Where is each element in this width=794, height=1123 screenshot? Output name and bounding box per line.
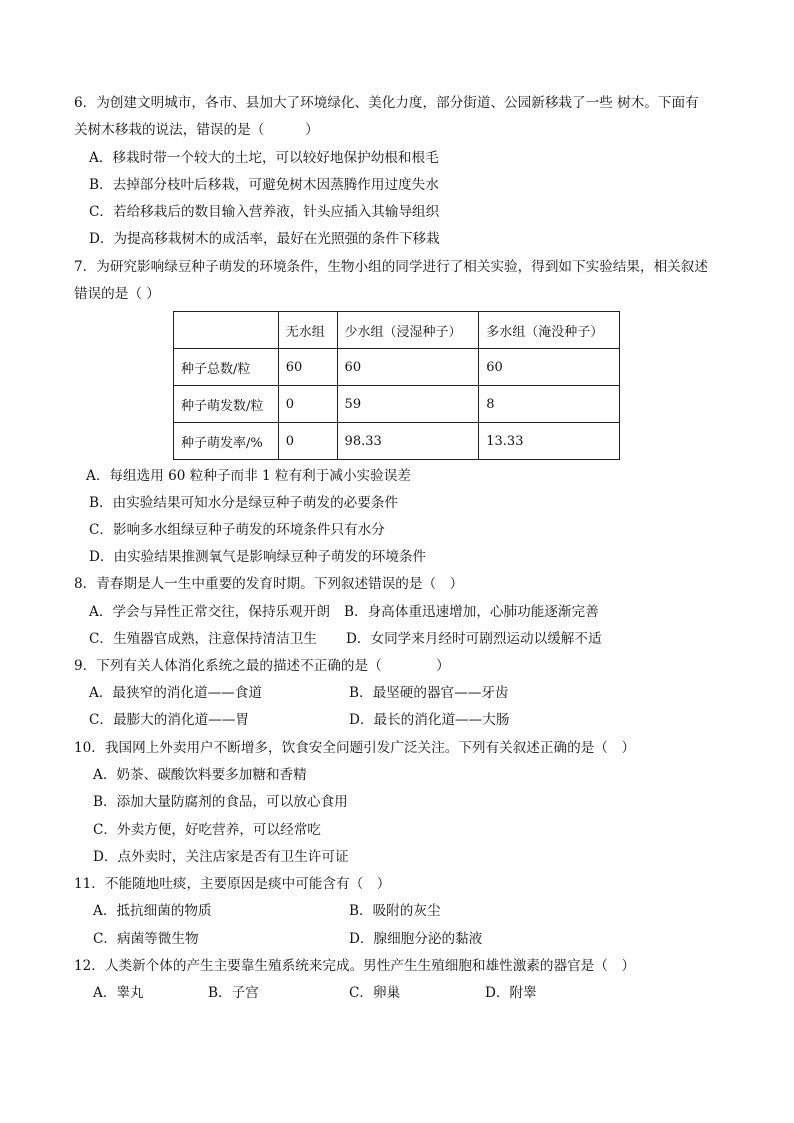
table-cell: 0 bbox=[278, 386, 337, 423]
q9-option-d: D．最长的消化道——大肠 bbox=[349, 712, 510, 728]
q11-stem: 11．不能随地吐痰，主要原因是痰中可能含有（ ） bbox=[74, 876, 391, 892]
q11-option-d: D．腺细胞分泌的黏液 bbox=[349, 931, 483, 947]
table-header-cell: 无水组 bbox=[278, 312, 337, 349]
table-cell: 种子萌发率/% bbox=[174, 423, 279, 460]
q12-option-d: D．附睾 bbox=[485, 985, 537, 1001]
q7-results-table bbox=[173, 311, 620, 460]
q10-option-c: C．外卖方便，好吃营养，可以经常吃 bbox=[93, 822, 321, 838]
q6-option-b: B．去掉部分枝叶后移栽，可避免树木因蒸腾作用过度失水 bbox=[89, 177, 439, 193]
q8-option-b: B．身高体重迅速增加，心肺功能逐渐完善 bbox=[344, 604, 599, 620]
table-cell: 98.33 bbox=[337, 423, 479, 460]
q8-option-d: D．女同学来月经时可剧烈运动以缓解不适 bbox=[346, 631, 602, 647]
table-cell: 种子萌发数/粒 bbox=[174, 386, 279, 423]
table-cell: 13.33 bbox=[479, 423, 620, 460]
q11-option-b: B．吸附的灰尘 bbox=[349, 903, 441, 919]
table-cell: 60 bbox=[337, 349, 479, 386]
table-header-cell: 多水组（淹没种子） bbox=[479, 312, 620, 349]
table-cell: 60 bbox=[278, 349, 337, 386]
q8-option-a: A．学会与异性正常交往，保持乐观开朗 bbox=[89, 604, 330, 620]
q9-option-b: B．最坚硬的器官——牙齿 bbox=[349, 685, 509, 701]
q6-stem-line1: 6．为创建文明城市，各市、县加大了环境绿化、美化力度，部分街道、公园新移栽了一些 树木。下面有 bbox=[74, 95, 699, 111]
q9-stem: 9．下列有关人体消化系统之最的描述不正确的是（ ） bbox=[74, 658, 450, 674]
table-cell: 59 bbox=[337, 386, 479, 423]
q6-option-c: C．若给移栽后的数目输入营养液，针头应插入其输导组织 bbox=[89, 204, 440, 220]
q10-option-d: D．点外卖时，关注店家是否有卫生许可证 bbox=[93, 849, 349, 865]
q6-stem-line2: 关树木移栽的说法，错误的是（ ） bbox=[74, 122, 319, 138]
q10-stem: 10．我国网上外卖用户不断增多，饮食安全问题引发广泛关注。下列有关叙述正确的是（ ） bbox=[74, 740, 636, 756]
table-cell: 8 bbox=[479, 386, 620, 423]
q6-option-a: A．移栽时带一个较大的土坨，可以较好地保护幼根和根毛 bbox=[89, 150, 439, 166]
table-row bbox=[174, 349, 620, 386]
q12-option-a: A．睾丸 bbox=[93, 985, 144, 1001]
table-row bbox=[174, 423, 620, 460]
q9-option-c: C．最膨大的消化道——胃 bbox=[89, 712, 249, 728]
q8-stem: 8．青春期是人一生中重要的发育时期。下列叙述错误的是（ ） bbox=[74, 576, 464, 592]
table-cell: 种子总数/粒 bbox=[174, 349, 279, 386]
q10-option-a: A．奶茶、碳酸饮料要多加糖和香精 bbox=[93, 767, 307, 783]
q7-stem-line1: 7．为研究影响绿豆种子萌发的环境条件，生物小组的同学进行了相关实验，得到如下实验结果，相关叙述 bbox=[74, 259, 708, 275]
table-cell: 0 bbox=[278, 423, 337, 460]
q7-option-a: A．每组选用 60 粒种子而非 1 粒有利于减小实验误差 bbox=[86, 468, 411, 484]
q8-option-c: C．生殖器官成熟，注意保持清洁卫生 bbox=[89, 631, 317, 647]
table-cell: 60 bbox=[479, 349, 620, 386]
q12-stem: 12．人类新个体的产生主要靠生殖系统来完成。男性产生生殖细胞和雄性激素的器官是（ ） bbox=[74, 958, 636, 974]
q12-option-c: C．卵巢 bbox=[349, 985, 401, 1001]
q7-option-d: D．由实验结果推测氧气是影响绿豆种子萌发的环境条件 bbox=[89, 549, 427, 565]
table-header-cell bbox=[174, 312, 279, 349]
q6-option-d: D．为提高移栽树木的成活率，最好在光照强的条件下移栽 bbox=[89, 231, 440, 247]
q7-option-c: C．影响多水组绿豆种子萌发的环境条件只有水分 bbox=[89, 522, 385, 538]
q11-option-c: C．病菌等微生物 bbox=[93, 931, 199, 947]
q10-option-b: B．添加大量防腐剂的食品，可以放心食用 bbox=[93, 794, 348, 810]
q9-option-a: A．最狭窄的消化道——食道 bbox=[89, 685, 262, 701]
table-header-row bbox=[174, 312, 620, 349]
table-header-cell: 少水组（浸湿种子） bbox=[337, 312, 479, 349]
table-row bbox=[174, 386, 620, 423]
q11-option-a: A．抵抗细菌的物质 bbox=[93, 903, 212, 919]
q7-option-b: B．由实验结果可知水分是绿豆种子萌发的必要条件 bbox=[89, 495, 399, 511]
q7-stem-line2: 错误的是（ ） bbox=[74, 286, 160, 302]
q12-option-b: B．子宫 bbox=[208, 985, 259, 1001]
